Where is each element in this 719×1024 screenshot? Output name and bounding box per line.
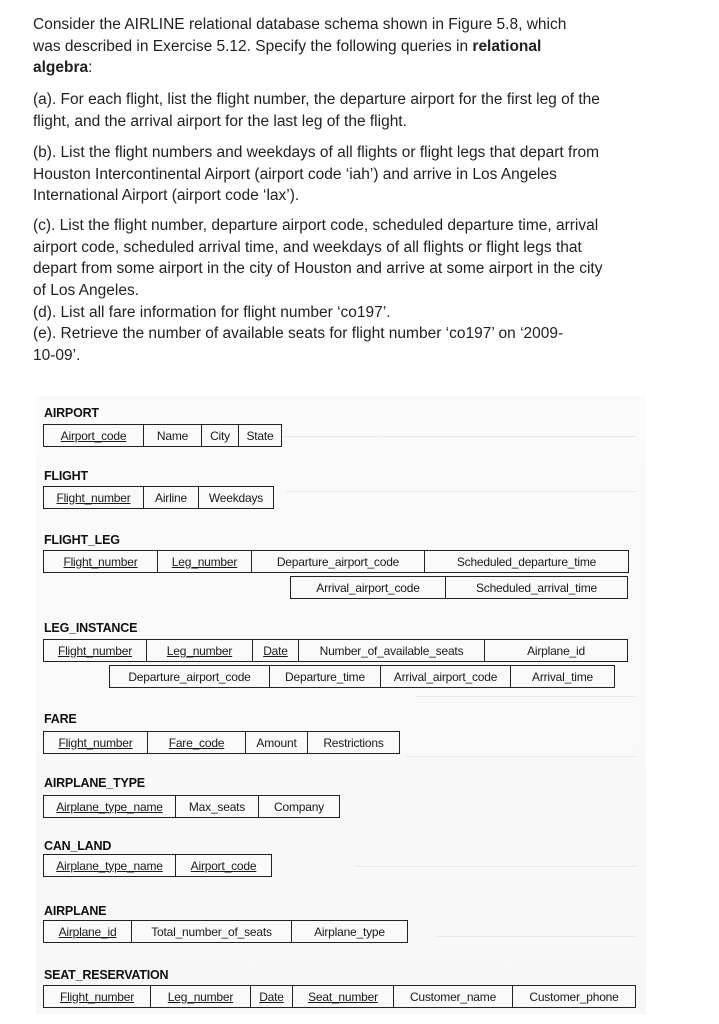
attr-scheduled-arrival-time: Scheduled_arrival_time xyxy=(475,580,597,595)
question-a-line-1: (a). For each flight, list the flight number, the departure airport for the first leg of the xyxy=(33,91,600,108)
relation-flight-leg-row-2 xyxy=(290,576,628,599)
question-d-line-1: (d). List all fare information for flight number ‘co197’. xyxy=(33,304,391,321)
relation-name-can-land: CAN_LAND xyxy=(44,839,112,853)
relation-leg-instance-row-2 xyxy=(109,665,615,688)
attr-flight-number: Flight_number xyxy=(44,986,151,1007)
attr-customer-name: Customer_name xyxy=(394,986,513,1007)
attr-airplane-type-name: Airplane_type_name xyxy=(44,796,176,817)
question-c-line-3: depart from some airport in the city of Houston and arrive at some airport in the city xyxy=(33,260,603,277)
attr-departure-airport-code: Departure_airport_code xyxy=(110,666,270,687)
attr-arrival-time: Arrival_time xyxy=(532,669,593,684)
attr-arrival-airport-code: Arrival_airport_code xyxy=(381,666,511,687)
attr-departure-airport-code: Departure_airport_code xyxy=(252,551,425,572)
question-b-line-3: International Airport (airport code ‘lax’). xyxy=(33,187,300,204)
question-b xyxy=(33,142,673,207)
attr-flight-number: Flight_number xyxy=(44,640,147,661)
question-e-line-2: 10-09’. xyxy=(33,346,81,364)
question-b-line-1: (b). List the flight numbers and weekdays of all flights or flight legs that depart from xyxy=(33,144,600,161)
relation-leg-instance-row-1 xyxy=(43,639,628,662)
attr-company: Company xyxy=(274,799,324,814)
attr-leg-number: Leg_number xyxy=(158,551,252,572)
attr-leg-number: Leg_number xyxy=(151,986,251,1007)
relation-name-airplane-type: AIRPLANE_TYPE xyxy=(44,776,145,790)
attr-max-seats: Max_seats xyxy=(176,796,259,817)
relation-flight xyxy=(43,486,274,509)
question-c-line-4: of Los Angeles. xyxy=(33,281,139,299)
relation-airplane xyxy=(43,920,408,943)
relation-airplane-type xyxy=(43,795,340,818)
bleed-line xyxy=(286,491,636,492)
attr-weekdays: Weekdays xyxy=(208,490,264,505)
schema-figure xyxy=(36,396,646,1014)
intro-paragraph xyxy=(33,14,673,79)
attr-flight-number: Flight_number xyxy=(44,732,148,753)
attr-airplane-id: Airplane_id xyxy=(44,921,132,942)
relation-name-seat-reservation: SEAT_RESERVATION xyxy=(44,968,169,982)
attr-arrival-airport-code: Arrival_airport_code xyxy=(291,577,446,598)
attr-city: City xyxy=(202,425,239,446)
relation-fare xyxy=(43,731,400,754)
attr-airplane-type: Airplane_type xyxy=(314,924,385,939)
relation-can-land xyxy=(43,854,272,877)
intro-line-1: Consider the AIRLINE relational database schema shown in Figure 5.8, which xyxy=(33,16,567,33)
relation-name-flight-leg: FLIGHT_LEG xyxy=(44,533,120,547)
attr-restrictions: Restrictions xyxy=(323,735,384,750)
attr-number-of-available-seats: Number_of_available_seats xyxy=(299,640,485,661)
attr-total-number-of-seats: Total_number_of_seats xyxy=(132,921,292,942)
attr-leg-number: Leg_number xyxy=(147,640,253,661)
bleed-line xyxy=(406,756,636,757)
attr-date: Date xyxy=(253,640,299,661)
relation-name-flight: FLIGHT xyxy=(44,469,88,483)
question-a xyxy=(33,89,673,132)
attr-airplane-id: Airplane_id xyxy=(527,643,585,658)
bleed-line xyxy=(356,866,636,867)
attr-date: Date xyxy=(251,986,293,1007)
question-d xyxy=(33,302,673,324)
attr-airline: Airline xyxy=(144,487,199,508)
attr-amount: Amount xyxy=(246,732,308,753)
question-e-line-1: (e). Retrieve the number of available seats for flight number ‘co197’ on ‘2009- xyxy=(33,325,564,342)
attr-fare-code: Fare_code xyxy=(148,732,246,753)
intro-bold-algebra: algebra xyxy=(33,59,89,76)
attr-flight-number: Flight_number xyxy=(44,551,158,572)
attr-state: State xyxy=(246,428,274,443)
relation-name-airplane: AIRPLANE xyxy=(44,904,107,918)
relation-name-leg-instance: LEG_INSTANCE xyxy=(44,621,138,635)
question-b-line-2: Houston Intercontinental Airport (airport code ‘iah’) and arrive in Los Angeles xyxy=(33,165,557,183)
intro-bold-relational: relational xyxy=(472,37,542,55)
relation-name-fare: FARE xyxy=(44,712,77,726)
question-c xyxy=(33,215,673,301)
attr-seat-number: Seat_number xyxy=(293,986,394,1007)
attr-flight-number: Flight_number xyxy=(44,487,144,508)
question-c-line-2: airport code, scheduled arrival time, and weekdays of all flights or flight legs that xyxy=(33,238,582,256)
attr-airplane-type-name: Airplane_type_name xyxy=(44,855,176,876)
relation-seat-reservation xyxy=(43,985,636,1008)
attr-airport-code: Airport_code xyxy=(190,858,257,873)
intro-colon: : xyxy=(88,59,93,76)
attr-departure-time: Departure_time xyxy=(270,666,381,687)
question-c-line-1: (c). List the flight number, departure airport code, scheduled departure time, arrival xyxy=(33,217,599,234)
question-e xyxy=(33,323,673,366)
bleed-line xyxy=(416,696,636,697)
attr-customer-phone: Customer_phone xyxy=(529,989,619,1004)
intro-line-2 xyxy=(33,36,673,58)
intro-line-3 xyxy=(33,57,673,79)
relation-name-airport: AIRPORT xyxy=(44,406,99,420)
question-a-line-2: flight, and the arrival airport for the last leg of the flight. xyxy=(33,112,407,130)
bleed-line xyxy=(436,936,636,937)
relation-airport xyxy=(43,424,282,447)
attr-scheduled-departure-time: Scheduled_departure_time xyxy=(456,554,597,569)
attr-name: Name xyxy=(144,425,202,446)
attr-airport-code: Airport_code xyxy=(44,425,144,446)
relation-flight-leg-row-1 xyxy=(43,550,629,573)
intro-line-2-text: was described in Exercise 5.12. Specify the following queries in xyxy=(33,37,473,55)
